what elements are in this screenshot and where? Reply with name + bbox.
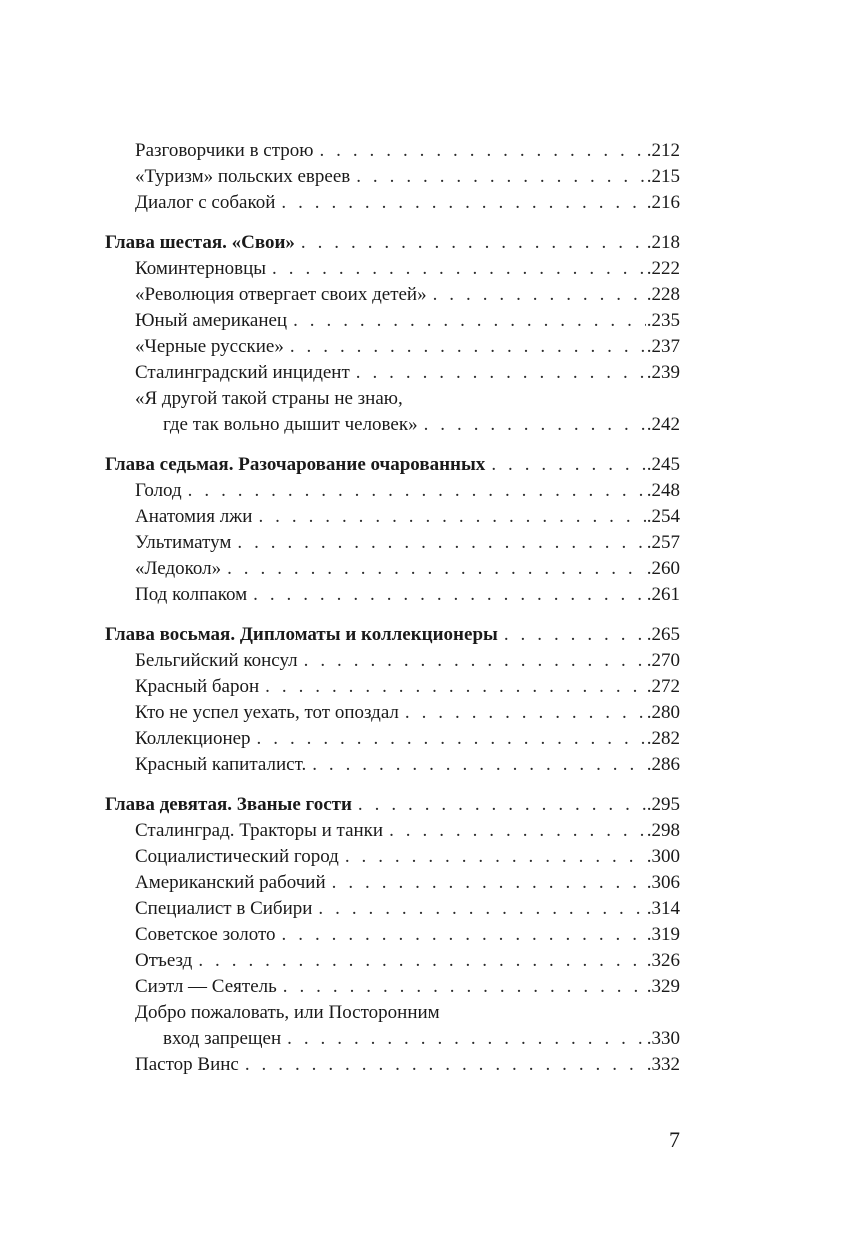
toc-entry: [105, 412, 680, 438]
dot-leader: [319, 138, 645, 164]
toc-page-number: .319: [646, 924, 680, 945]
dot-leader: [345, 844, 646, 870]
toc-page-number: .228: [646, 284, 680, 305]
toc-page-number: .235: [646, 310, 680, 331]
toc-page-number: .248: [646, 480, 680, 501]
toc-page-number: .332: [646, 1054, 680, 1075]
toc-page-number: .326: [646, 950, 680, 971]
toc-chapter-entry: [105, 622, 680, 648]
toc-entry-title: Кто не успел уехать, тот опоздал: [135, 702, 399, 723]
toc-page-number: .280: [646, 702, 680, 723]
toc-entry: [105, 164, 680, 190]
toc-entry: [105, 1026, 680, 1052]
toc-page-number: .265: [646, 624, 680, 645]
toc-page-number: .215: [646, 166, 680, 187]
toc-entry: [105, 386, 680, 412]
dot-leader: [257, 726, 646, 752]
dot-leader: [237, 530, 645, 556]
toc-entry-title: Бельгийский консул: [135, 650, 298, 671]
toc-entry: [105, 530, 680, 556]
toc-entry-title: Сиэтл — Сеятель: [135, 976, 277, 997]
toc-entry: [105, 700, 680, 726]
toc-chapter-entry: [105, 792, 680, 818]
toc-entry-title: Сталинградский инцидент: [135, 362, 350, 383]
toc-page-number: .306: [646, 872, 680, 893]
toc-page-number: .237: [646, 336, 680, 357]
toc-entry: [105, 870, 680, 896]
toc-entry-title: Добро пожаловать, или Посторонним: [135, 1002, 440, 1023]
toc-entry: [105, 308, 680, 334]
toc-page-number: .314: [646, 898, 680, 919]
toc-entry-title: Разговорчики в строю: [135, 140, 314, 161]
toc-entry-title: Юный американец: [135, 310, 288, 331]
toc-entry: [105, 582, 680, 608]
toc-entry-title: Коминтерновцы: [135, 258, 267, 279]
dot-leader: [265, 674, 646, 700]
toc-entry: [105, 648, 680, 674]
toc-entry: [105, 360, 680, 386]
dot-leader: [433, 282, 646, 308]
toc-entry-title: Голод: [135, 480, 182, 501]
dot-leader: [332, 870, 646, 896]
toc-entry-title: Глава девятая. Званые гости: [105, 794, 352, 815]
dot-leader: [318, 896, 645, 922]
dot-leader: [281, 190, 645, 216]
toc-entry-title: «Черные русские»: [135, 336, 284, 357]
dot-leader: [504, 622, 646, 648]
toc-entry-title: Красный капиталист.: [135, 754, 307, 775]
toc-page-number: .300: [646, 846, 680, 867]
toc-entry-title: Советское золото: [135, 924, 276, 945]
dot-leader: [424, 412, 646, 438]
dot-leader: [491, 452, 645, 478]
dot-leader: [258, 504, 645, 530]
toc-entry-title: Анатомия лжи: [135, 506, 253, 527]
toc-entry: [105, 896, 680, 922]
toc-page-number: .260: [646, 558, 680, 579]
toc-entry-title: Сталинград. Тракторы и танки: [135, 820, 384, 841]
toc-entry: [105, 138, 680, 164]
dot-leader: [287, 1026, 646, 1052]
page-number: 7: [669, 1127, 680, 1152]
toc-entry-title: Специалист в Сибири: [135, 898, 313, 919]
toc-page-number: .257: [646, 532, 680, 553]
dot-leader: [304, 648, 646, 674]
toc-entry-title: «Ледокол»: [135, 558, 222, 579]
dot-leader: [290, 334, 646, 360]
toc-page-number: .270: [646, 650, 680, 671]
toc-entry: [105, 922, 680, 948]
dot-leader: [405, 700, 646, 726]
toc-entry-title: Под колпаком: [135, 584, 248, 605]
toc-entry: [105, 556, 680, 582]
toc-entry: [105, 478, 680, 504]
toc-entry: [105, 674, 680, 700]
toc-entry-title: «Я другой такой страны не знаю,: [135, 388, 403, 409]
dot-leader: [389, 818, 646, 844]
dot-leader: [272, 256, 646, 282]
toc-entry-title: Диалог с собакой: [135, 192, 276, 213]
toc-page-number: .329: [646, 976, 680, 997]
toc-entry-title: вход запрещен: [163, 1028, 282, 1049]
toc-page-number: .282: [646, 728, 680, 749]
toc-entry: [105, 504, 680, 530]
toc-page-number: .222: [646, 258, 680, 279]
toc-page-number: .295: [646, 794, 680, 815]
toc-entry-title: «Туризм» польских евреев: [135, 166, 351, 187]
toc-entry: [105, 190, 680, 216]
toc-entry-title: Коллекционер: [135, 728, 251, 749]
toc-chapter-entry: [105, 452, 680, 478]
dot-leader: [283, 974, 646, 1000]
toc-page-number: .216: [646, 192, 680, 213]
toc-entry-title: «Революция отвергает своих детей»: [135, 284, 427, 305]
toc-entry: [105, 752, 680, 778]
dot-leader: [188, 478, 646, 504]
toc-entry: [105, 726, 680, 752]
dot-leader: [227, 556, 646, 582]
toc-entry: [105, 974, 680, 1000]
toc-page-number: .330: [646, 1028, 680, 1049]
toc-entry-title: Глава шестая. «Свои»: [105, 232, 295, 253]
toc-entry: [105, 256, 680, 282]
toc-chapter-entry: [105, 230, 680, 256]
toc-entry-title: Социалистический город: [135, 846, 339, 867]
dot-leader: [356, 360, 646, 386]
toc-page-number: .261: [646, 584, 680, 605]
toc-page-number: .218: [646, 232, 680, 253]
toc-entry: [105, 844, 680, 870]
dot-leader: [358, 792, 646, 818]
toc-entry: [105, 1000, 680, 1026]
toc-entry-title: где так вольно дышит человек»: [163, 414, 418, 435]
dot-leader: [245, 1052, 646, 1078]
toc-entry: [105, 818, 680, 844]
toc-page-number: .272: [646, 676, 680, 697]
toc-entry: [105, 1052, 680, 1078]
toc-entry: [105, 948, 680, 974]
toc-entry-title: Ультиматум: [135, 532, 232, 553]
dot-leader: [282, 922, 646, 948]
toc-page-number: .212: [646, 140, 680, 161]
toc-page-number: .286: [646, 754, 680, 775]
dot-leader: [198, 948, 645, 974]
toc-page-number: .298: [646, 820, 680, 841]
toc-entry: [105, 282, 680, 308]
dot-leader: [356, 164, 646, 190]
table-of-contents: [105, 138, 680, 1078]
toc-page-number: .254: [646, 506, 680, 527]
toc-page-number: .245: [646, 454, 680, 475]
toc-entry-title: Красный барон: [135, 676, 260, 697]
toc-entry-title: Американский рабочий: [135, 872, 326, 893]
dot-leader: [312, 752, 646, 778]
toc-entry-title: Глава восьмая. Дипломаты и коллекционеры: [105, 624, 498, 645]
toc-page-number: .239: [646, 362, 680, 383]
dot-leader: [293, 308, 646, 334]
dot-leader: [301, 230, 646, 256]
toc-entry-title: Пастор Винс: [135, 1054, 239, 1075]
toc-entry: [105, 334, 680, 360]
dot-leader: [253, 582, 646, 608]
toc-entry-title: Отъезд: [135, 950, 193, 971]
toc-entry-title: Глава седьмая. Разочарование очарованных: [105, 454, 486, 475]
toc-page-number: .242: [646, 414, 680, 435]
